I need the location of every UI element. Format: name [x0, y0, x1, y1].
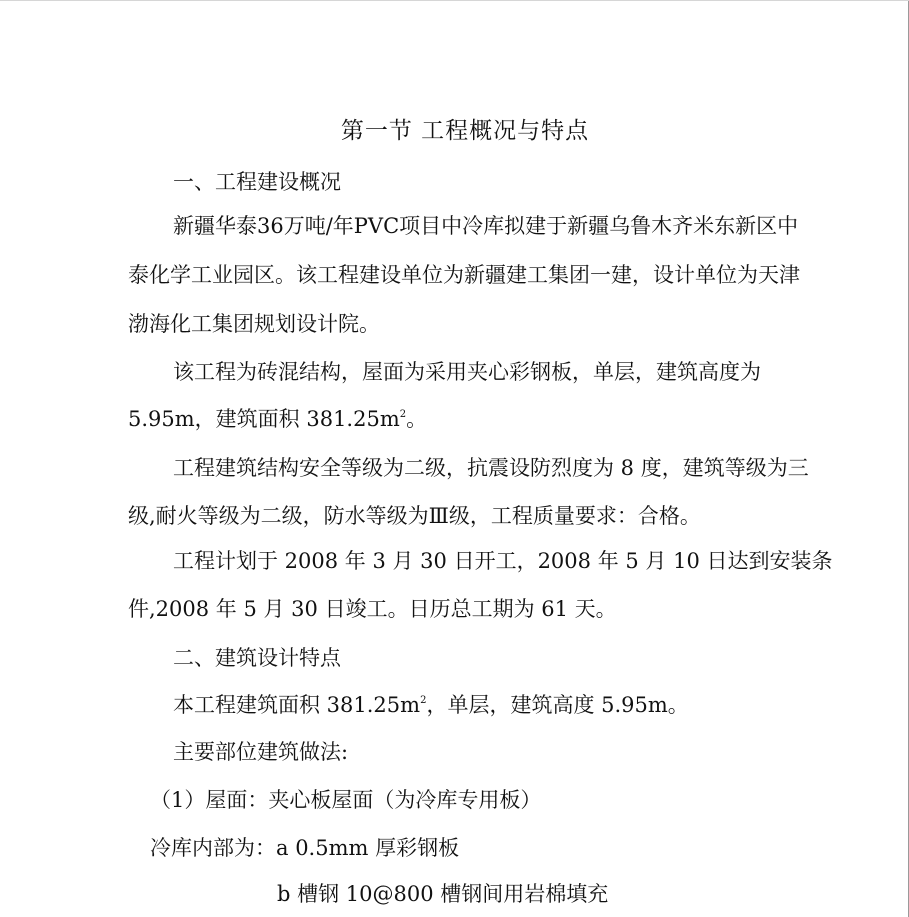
page-title: 第一节 工程概况与特点 [340, 118, 590, 144]
height-text: ，单层，建筑高度 5.95m。 [426, 693, 689, 717]
period-text: 。 [406, 407, 428, 431]
paragraph-line: 主要部位建筑做法: [173, 740, 349, 764]
list-item-roof: （1）屋面：夹心板屋面（为冷库专用板） [150, 788, 542, 812]
paragraph-line: 该工程为砖混结构，屋面为采用夹心彩钢板，单层，建筑高度为 [173, 360, 761, 384]
paragraph-line: 工程计划于 2008 年 3 月 30 日开工，2008 年 5 月 10 日达到安装条 [173, 549, 833, 573]
paragraph-line [128, 409, 427, 430]
paragraph-line: 泰化学工业园区。该工程建设单位为新疆建工集团一建，设计单位为天津 [128, 263, 800, 287]
section-heading-design: 二、建筑设计特点 [173, 646, 341, 670]
area-text: 5.95m，建筑面积 381.25m [128, 407, 400, 431]
paragraph-line [173, 695, 689, 716]
paragraph-line: 新疆华泰36万吨/年PVC项目中冷库拟建于新疆乌鲁木齐米东新区中 [173, 214, 799, 238]
superscript-2: 2 [420, 695, 427, 706]
section-heading-overview: 一、工程建设概况 [173, 170, 341, 194]
paragraph-line: 级,耐火等级为二级，防水等级为Ⅲ级，工程质量要求：合格。 [128, 504, 701, 528]
list-subitem-a: 冷库内部为：a 0.5mm 厚彩钢板 [150, 836, 460, 860]
area-text: 本工程建筑面积 381.25m [173, 693, 421, 717]
paragraph-line: 渤海化工集团规划设计院。 [128, 312, 380, 336]
paragraph-line: 件,2008 年 5 月 30 日竣工。日历总工期为 61 天。 [128, 597, 617, 621]
list-subitem-b: b 槽钢 10@800 槽钢间用岩棉填充 [277, 882, 609, 906]
paragraph-line: 工程建筑结构安全等级为二级，抗震设防烈度为 8 度，建筑等级为三 [173, 456, 809, 480]
page-top-border [0, 0, 909, 1]
superscript-2: 2 [399, 409, 407, 420]
